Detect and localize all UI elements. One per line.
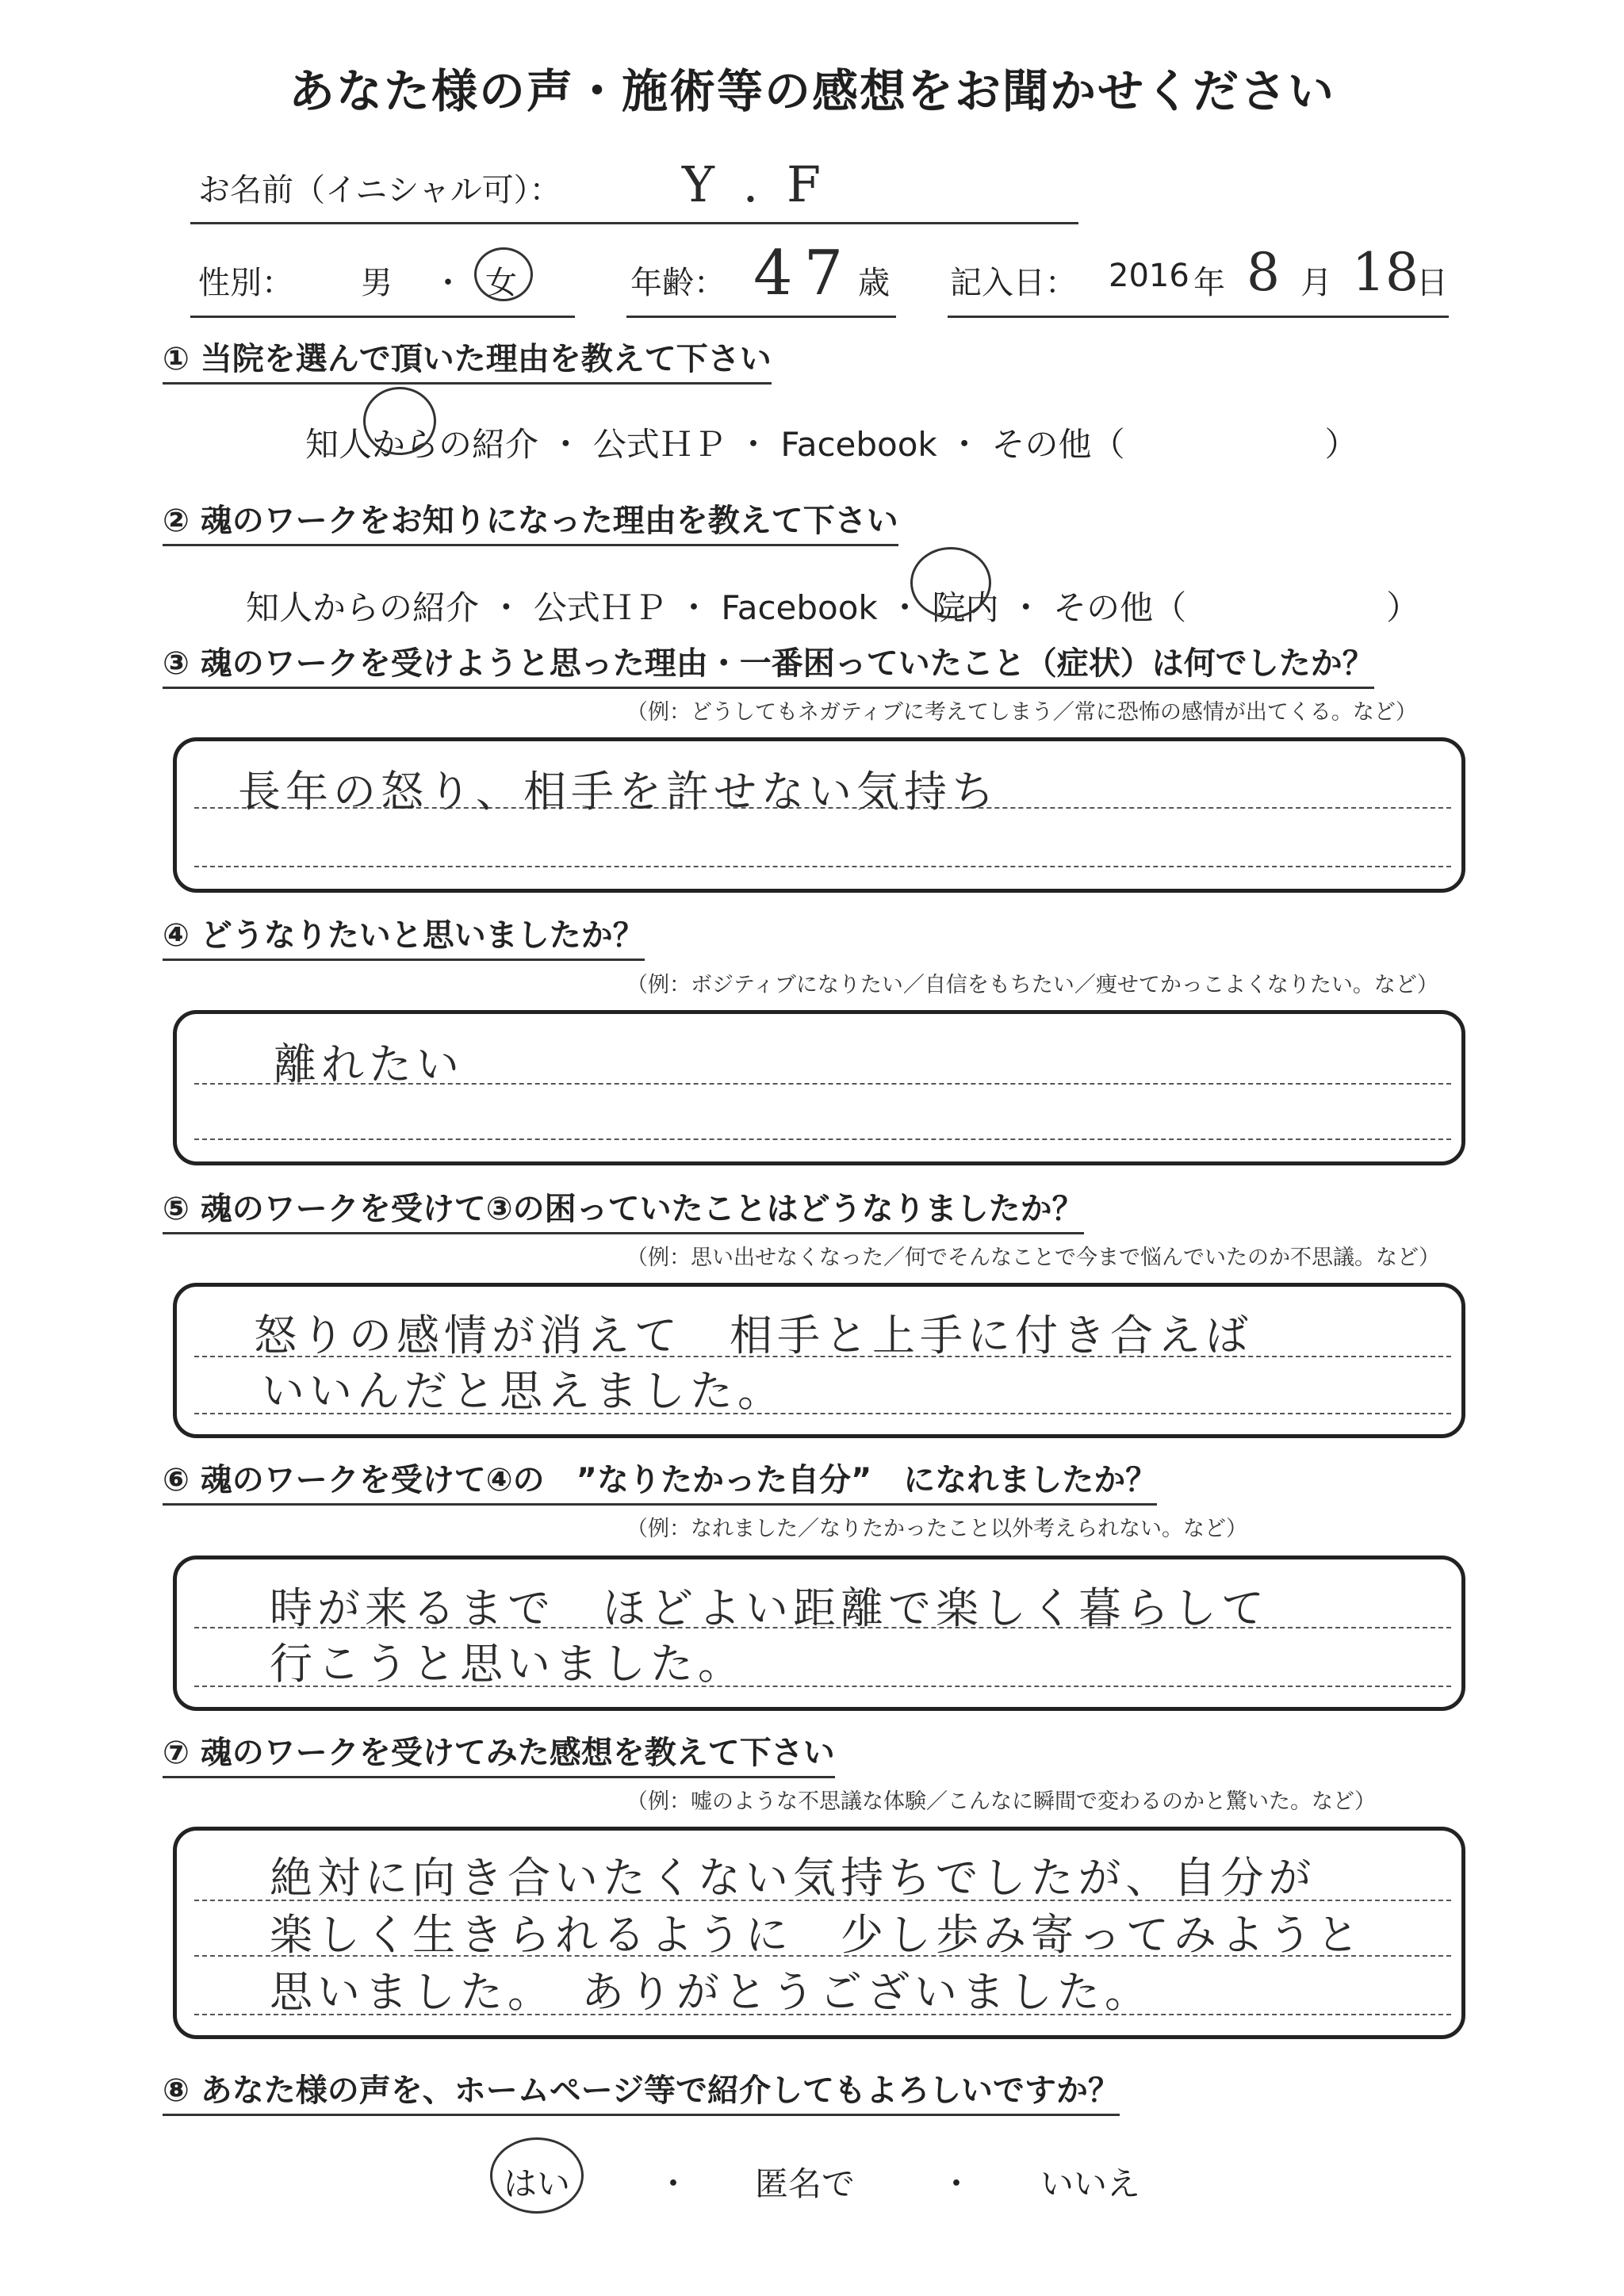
q8-selected-circle-mark xyxy=(490,2137,584,2214)
q8-option-anonymous: 匿名で xyxy=(755,2164,856,2203)
q7-heading: ⑦ 魂のワークを受けてみた感想を教えて下さい xyxy=(163,1733,835,1778)
age-label: 年齢： xyxy=(630,265,726,301)
name-value: Y . F xyxy=(682,155,828,213)
date-day: 18 xyxy=(1352,242,1419,303)
q7-example: （例：嘘のような不思議な体験／こんなに瞬間で変わるのかと驚いた。など） xyxy=(626,1789,1376,1814)
name-underline xyxy=(190,222,1078,224)
q6-example: （例：なれました／なりたかったこと以外考えられない。など） xyxy=(626,1517,1247,1541)
date-month-unit: 月 xyxy=(1300,265,1332,301)
q5-answer-line-2: いいんだと思えました。 xyxy=(262,1366,785,1416)
date-year: 2016 xyxy=(1109,258,1189,294)
age-unit: 歳 xyxy=(858,265,890,301)
form-title: あなた様の声・施術等の感想をお聞かせください xyxy=(288,64,1335,118)
q8-separator-1: ・ xyxy=(657,2164,691,2203)
q6-answer-line-1: 時が来るまで ほどよい距離で楽しく暮らして xyxy=(270,1583,1269,1633)
date-day-unit: 日 xyxy=(1416,265,1448,301)
q5-heading: ⑤ 魂のワークを受けて③の困っていたことはどうなりましたか？ xyxy=(163,1189,1084,1234)
q2-selected-circle-mark xyxy=(910,547,991,618)
date-month: 8 xyxy=(1247,242,1280,303)
q8-option-no: いいえ xyxy=(1040,2164,1141,2203)
q8-option-yes: はい xyxy=(504,2164,571,2203)
q5-answer-line-1: 怒りの感情が消えて 相手と上手に付き合えば xyxy=(254,1311,1253,1360)
q8-heading: ⑧ あなた様の声を、ホームページ等で紹介してもよろしいですか？ xyxy=(163,2071,1120,2116)
q6-answer-line-2: 行こうと思いました。 xyxy=(270,1639,745,1689)
answer-line xyxy=(194,1138,1451,1140)
age-value: 47 xyxy=(753,238,855,309)
answer-line xyxy=(194,866,1451,867)
q2-heading: ② 魂のワークをお知りになった理由を教えて下さい xyxy=(163,501,898,546)
selected-circle-mark xyxy=(474,247,533,301)
age-underline xyxy=(626,316,896,318)
date-label: 記入日： xyxy=(950,265,1077,301)
q3-heading: ③ 魂のワークを受けようと思った理由・一番困っていたこと（症状）は何でしたか？ xyxy=(163,644,1374,689)
q8-separator-2: ・ xyxy=(940,2164,974,2203)
q1-selected-circle-mark xyxy=(363,387,436,455)
name-label: お名前（イニシャル可）： xyxy=(198,172,561,209)
gender-underline xyxy=(190,316,575,318)
gender-male: 男 xyxy=(361,265,393,301)
q7-answer-line-3: 思いました。 ありがとうございました。 xyxy=(270,1967,1152,2017)
gender-label: 性別： xyxy=(198,265,293,301)
q7-answer-line-1: 絶対に向き合いたくない気持ちでしたが、自分が xyxy=(270,1853,1316,1903)
q7-answer-line-2: 楽しく生きられるように 少し歩み寄ってみようと xyxy=(270,1910,1364,1960)
date-year-unit: 年 xyxy=(1193,265,1225,301)
q4-example: （例：ボジティブになりたい／自信をもちたい／痩せてかっこよくなりたい。など） xyxy=(626,973,1438,997)
q2-options: 知人からの紹介 ・ 公式ＨＰ ・ Facebook ・ 院内 ・ その他（ ） xyxy=(246,588,1420,627)
gender-separator: ・ xyxy=(432,265,464,301)
date-underline xyxy=(948,316,1449,318)
q3-answer-line-1: 長年の怒り、相手を許せない気持ち xyxy=(238,767,999,817)
q1-options: 知人からの紹介 ・ 公式ＨＰ ・ Facebook ・ その他（ ） xyxy=(305,425,1358,464)
q3-example: （例：どうしてもネガティブに考えてしまう／常に恐怖の感情が出てくる。など） xyxy=(626,700,1417,725)
q5-example: （例：思い出せなくなった／何でそんなことで今まで悩んでいたのか不思議。など） xyxy=(626,1246,1440,1270)
gender-female: 女 xyxy=(485,265,517,301)
q4-answer-line-1: 離れたい xyxy=(274,1039,464,1089)
q1-heading: ① 当院を選んで頂いた理由を教えて下さい xyxy=(163,339,772,385)
q4-heading: ④ どうなりたいと思いましたか？ xyxy=(163,916,645,961)
q6-heading: ⑥ 魂のワークを受けて④の ”なりたかった自分” になれましたか？ xyxy=(163,1460,1157,1506)
